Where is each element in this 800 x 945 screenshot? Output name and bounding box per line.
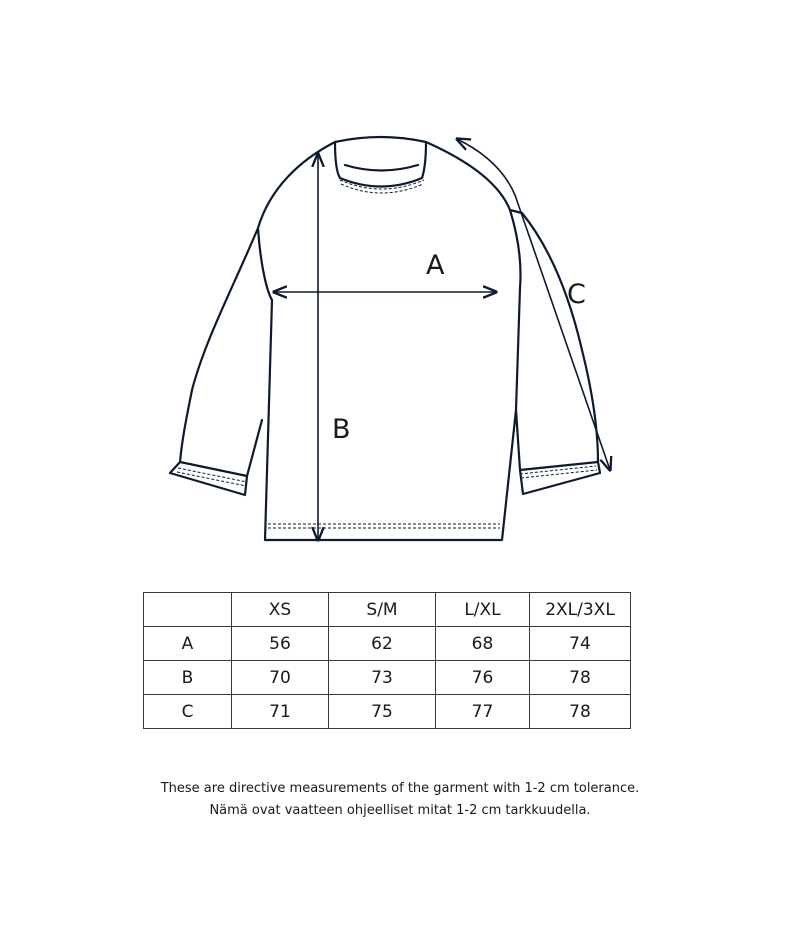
arrow-c: [457, 139, 610, 470]
table-cell: 56: [232, 627, 329, 661]
stitching: [177, 180, 597, 528]
row-label: B: [144, 661, 232, 695]
table-cell: 71: [232, 695, 329, 729]
table-header-cell: [144, 593, 232, 627]
label-a: A: [426, 250, 445, 281]
table-header-cell: 2XL/3XL: [530, 593, 631, 627]
table-header-cell: XS: [232, 593, 329, 627]
table-cell: 70: [232, 661, 329, 695]
label-b: B: [332, 414, 351, 445]
table-cell: 78: [530, 661, 631, 695]
table-header-cell: L/XL: [436, 593, 530, 627]
table-cell: 68: [436, 627, 530, 661]
table-cell: 75: [329, 695, 436, 729]
tolerance-note-english: These are directive measurements of the garment with 1-2 cm tolerance.: [160, 781, 640, 796]
table-cell: 77: [436, 695, 530, 729]
label-c: C: [567, 279, 586, 310]
tolerance-note-finnish: Nämä ovat vaatteen ohjeelliset mitat 1-2 cm tarkkuudella.: [209, 803, 591, 818]
table-row: [144, 695, 631, 729]
row-label: C: [144, 695, 232, 729]
row-label: A: [144, 627, 232, 661]
measurement-arrows: [274, 139, 610, 540]
table-row: [144, 661, 631, 695]
table-cell: 62: [329, 627, 436, 661]
table-cell: 76: [436, 661, 530, 695]
size-table: [143, 592, 631, 729]
table-row: [144, 627, 631, 661]
table-cell: 74: [530, 627, 631, 661]
table-cell: 73: [329, 661, 436, 695]
table-header-row: [144, 593, 631, 627]
table-cell: 78: [530, 695, 631, 729]
table-header-cell: S/M: [329, 593, 436, 627]
